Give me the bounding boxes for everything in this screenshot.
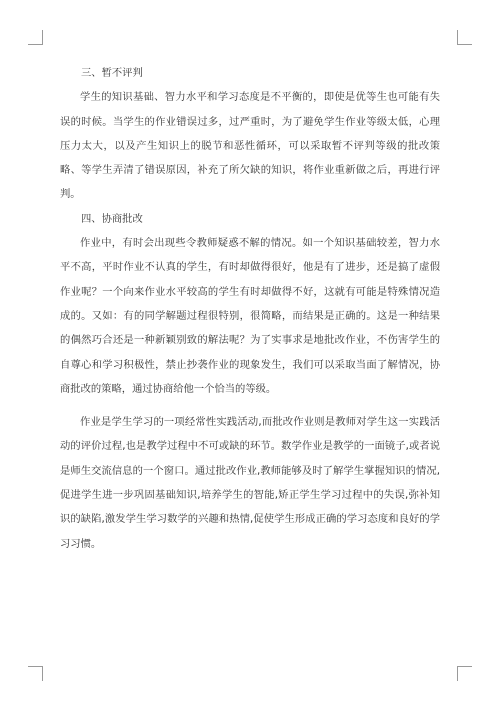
closing-paragraph: 作业是学生学习的一项经常性实践活动,而批改作业则是教师对学生这一实践活动的评价过程,也是教学过程中不可或缺的环节。数学作业是教学的一面镜子,或者说是师生交流信息的一个窗口。通过批改作业,教师能够及时了解学生掌握知识的情况,促进学生进一步巩固基础知识,培养学生的智能,矫正学生学习过程中的失误,弥补知识的缺陷,激发学生学习数学的兴趣和热情,促使学生形成正确的学习态度和良好的学习习惯。 — [60, 416, 440, 550]
page-corner-mark-top-right — [457, 30, 472, 45]
page-corner-mark-bottom-left — [28, 666, 43, 681]
page-corner-mark-bottom-right — [457, 666, 472, 681]
section-heading-3: 三、暂不评判 — [81, 67, 143, 79]
section-paragraph-3: 学生的知识基础、智力水平和学习态度是不平衡的，即使是优等生也可能有失误的时候。当学生的作业错误过多，过严重时，为了避免学生作业等级太低，心理压力太大，以及产生知识上的脱节和恶性循环，可以采取暂不评判等级的批改策略、等学生弄清了错误原因，补充了所欠缺的知识，将作业重新做之后，再进行评判。 — [60, 91, 440, 201]
document-body — [60, 61, 440, 556]
page-corner-mark-top-left — [28, 30, 43, 45]
section-heading-4: 四、协商批改 — [81, 212, 143, 225]
section-paragraph-4: 作业中，有时会出现些令教师疑惑不解的情况。如一个知识基础较差，智力水平不高，平时作业不认真的学生，有时却做得很好，他是有了进步，还是搞了虚假作业呢？一个向来作业水平较高的学生有时却做得不好，这就有可能是特殊情况造成的。又如：有的同学解题过程很特别，很简略，而结果是正确的。这是一种结果的偶然巧合还是一种新颖别致的解法呢？为了实事求是地批改作业，不伤害学生的自尊心和学习积极性，禁止抄袭作业的现象发生，我们可以采取当面了解情况，协商批改的策略，通过协商给他一个恰当的等级。 — [60, 237, 440, 395]
